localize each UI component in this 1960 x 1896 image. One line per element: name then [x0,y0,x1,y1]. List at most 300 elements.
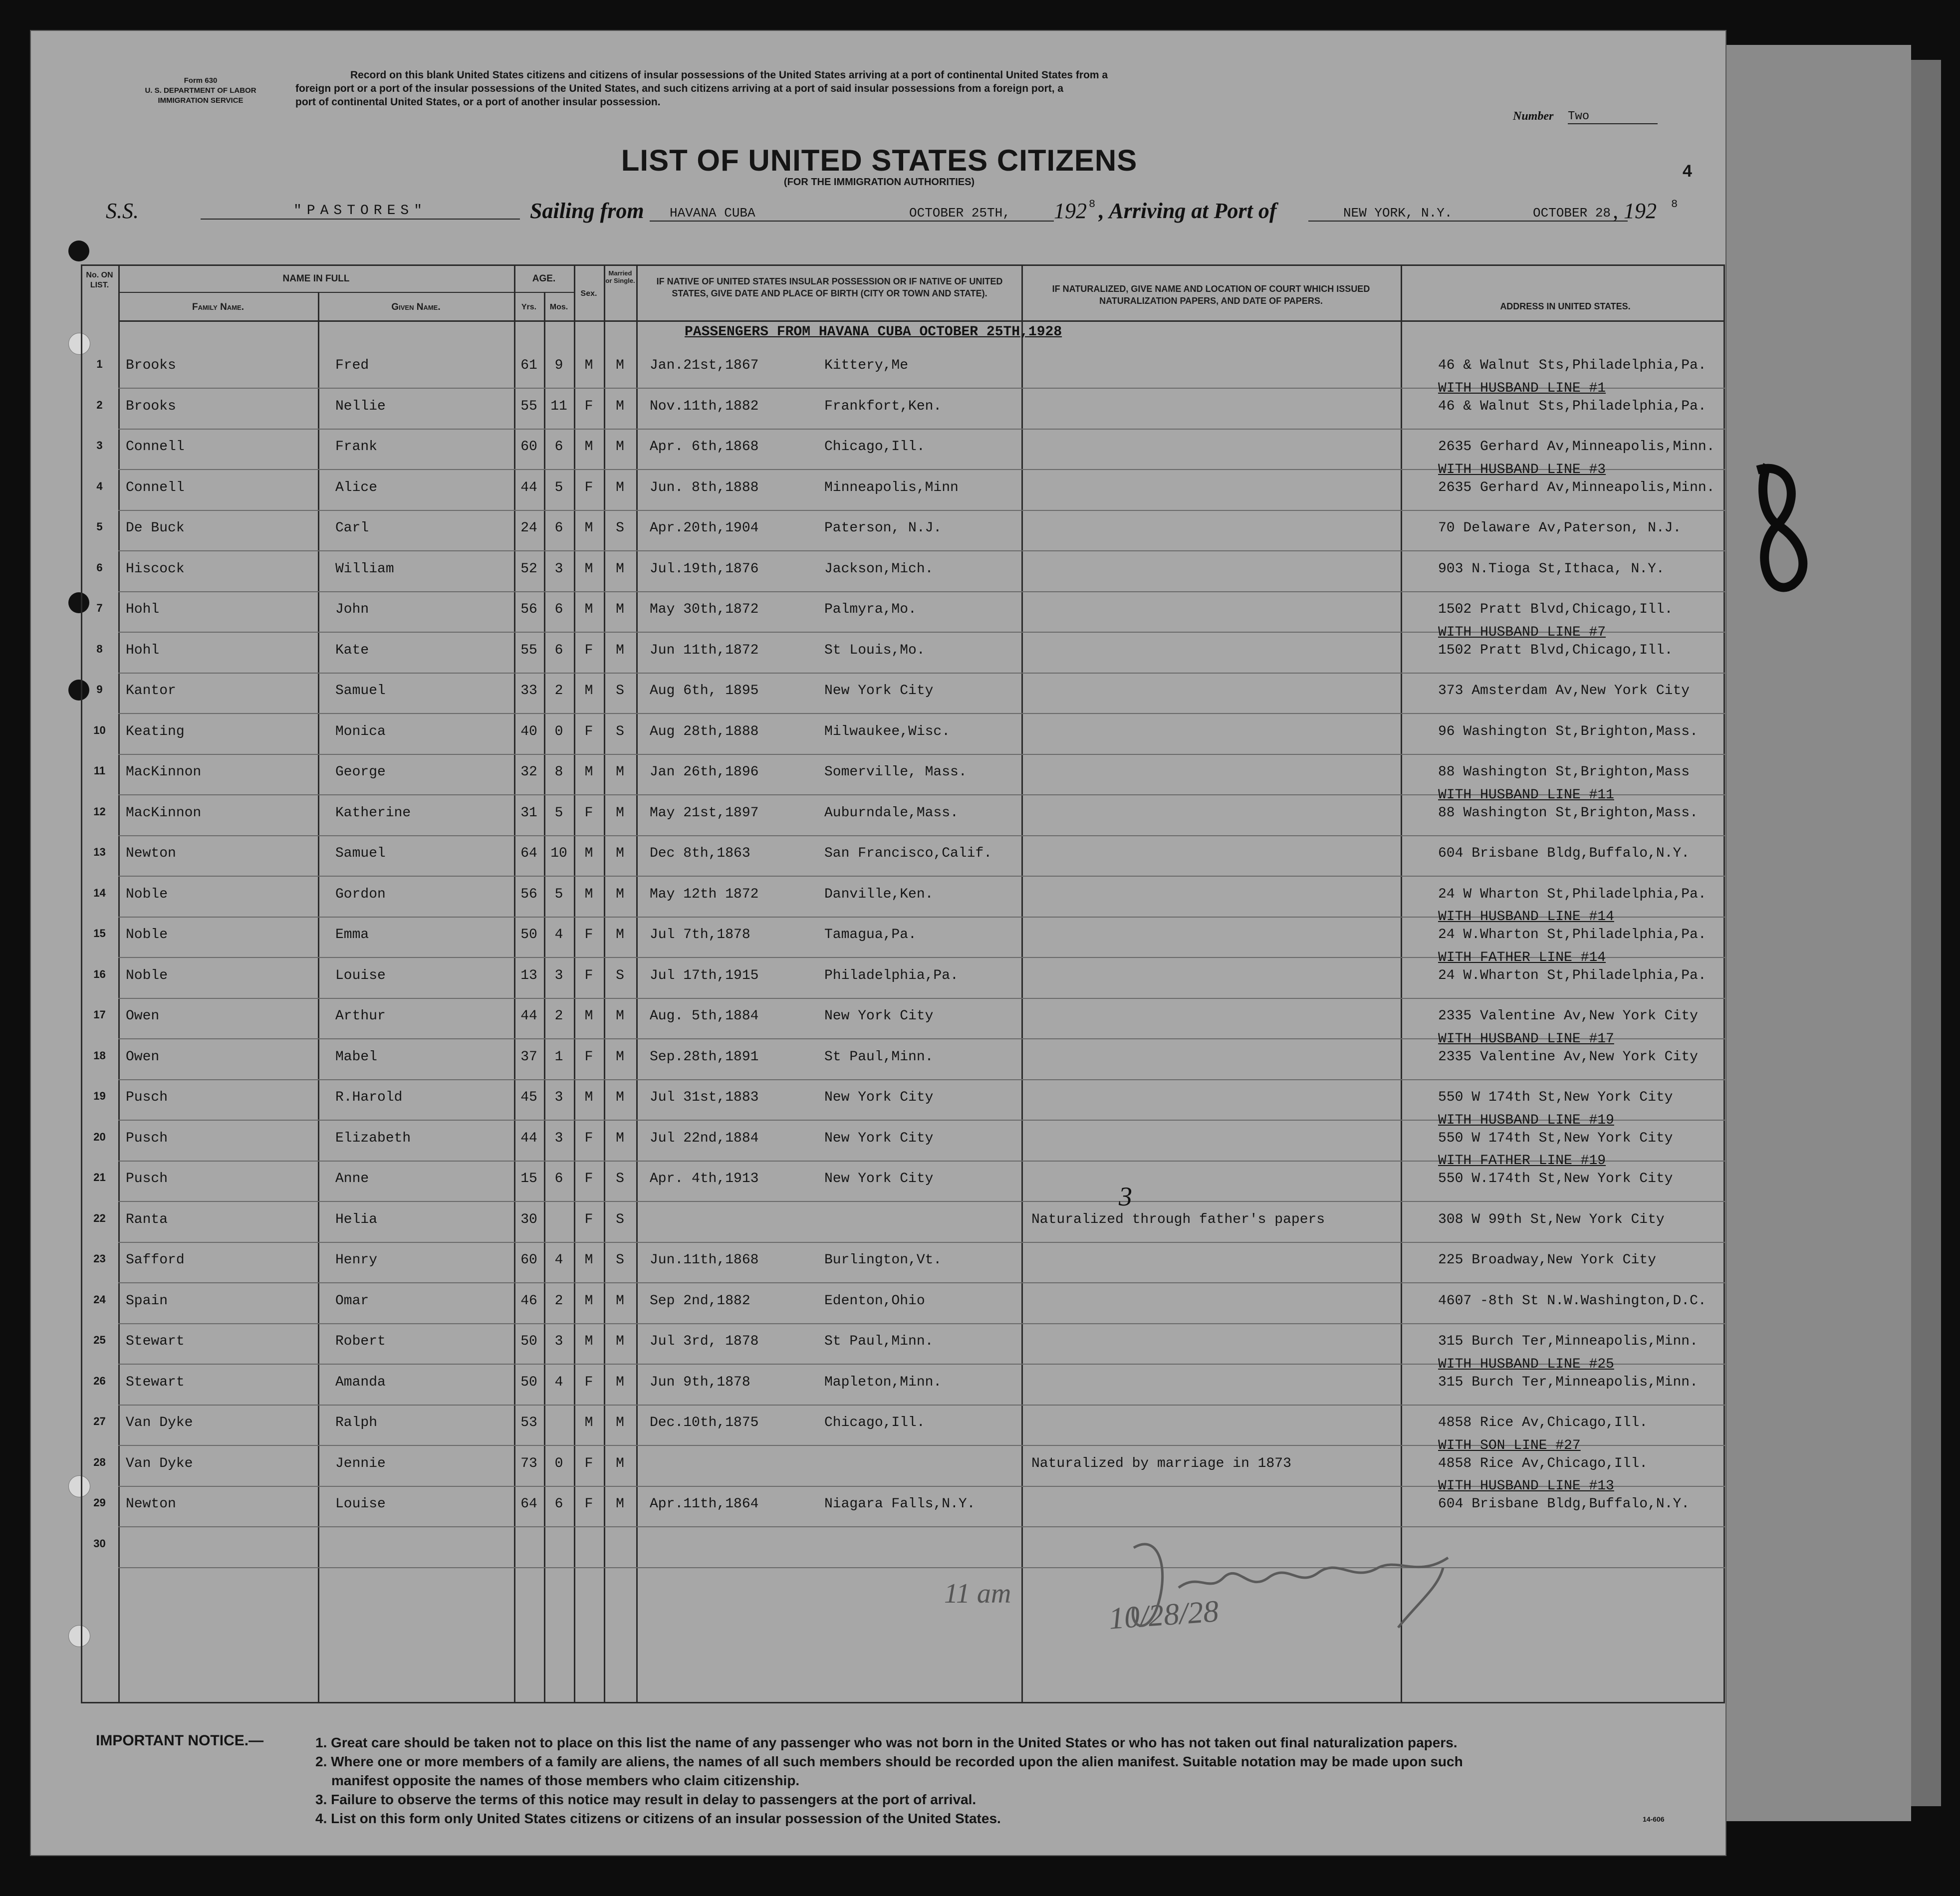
year-prefix-2: , 192 [1613,199,1657,223]
age-years: 73 [520,1455,537,1471]
row-number: 20 [93,1130,106,1143]
birth-date: Sep.28th,1891 [650,1049,759,1065]
col-header-yrs: Yrs. [521,303,537,311]
age-years: 13 [520,967,537,983]
address: 2635 Gerhard Av,Minneapolis,Minn. [1438,479,1715,495]
sex: M [584,602,593,617]
relationship-note: WITH HUSBAND LINE #1 [1438,380,1606,396]
birth-place: Danville,Ken. [824,886,934,902]
marital-status: M [616,1293,624,1309]
given-name: Kate [335,642,369,658]
birth-date: Jul.19th,1876 [650,561,759,577]
family-name: Hohl [126,602,160,617]
given-name: Arthur [335,1008,386,1024]
age-months: 3 [554,967,563,983]
given-name: Robert [335,1334,386,1349]
marital-status: M [616,846,624,861]
row-number: 26 [93,1374,106,1387]
sailing-from-label: Sailing from [530,199,644,223]
row-number: 3 [96,439,103,452]
row-rule [118,550,1725,551]
page-title: LIST OF UNITED STATES CITIZENS [621,144,1138,177]
given-name: Helia [335,1211,378,1227]
age-months: 8 [554,764,563,780]
birth-place: Paterson, N.J. [824,520,942,536]
address: 88 Washington St,Brighton,Mass [1438,764,1690,780]
table-row [31,1478,1727,1537]
birth-date: Jun 11th,1872 [650,642,759,658]
notice-heading: IMPORTANT NOTICE.— [96,1732,264,1749]
header-bottom-rule [118,320,1725,322]
sex: F [584,1496,593,1512]
instructions-block [295,68,1493,109]
row-number: 12 [93,805,106,818]
age-years: 55 [520,398,537,414]
relationship-note: WITH HUSBAND LINE #14 [1438,909,1614,925]
family-name: Noble [126,886,168,902]
address: 550 W 174th St,New York City [1438,1130,1673,1146]
family-name: Hohl [126,642,160,658]
age-months: 6 [554,642,563,658]
row-number: 18 [93,1049,106,1062]
handwritten-mark: 3 [1119,1182,1132,1211]
relationship-note: WITH HUSBAND LINE #3 [1438,462,1606,477]
birth-date: May 12th 1872 [650,886,759,902]
sex: F [584,1211,593,1227]
age-years: 53 [520,1415,537,1430]
name-header-rule [118,292,542,293]
birth-place: New York City [824,1171,934,1186]
table-row [31,1031,1727,1090]
age-years: 50 [520,927,537,943]
given-name: Monica [335,723,386,739]
row-number: 24 [93,1293,106,1306]
address: 308 W 99th St,New York City [1438,1211,1665,1227]
family-name: Stewart [126,1374,185,1390]
marital-status: M [616,1130,624,1146]
given-name: Elizabeth [335,1130,411,1146]
birth-place: Milwaukee,Wisc. [824,723,951,739]
table-row [31,683,1727,724]
birth-place: Kittery,Me [824,358,909,373]
form-number: Form 630 [184,76,218,85]
relationship-note: WITH HUSBAND LINE #17 [1438,1031,1614,1047]
sex: M [584,358,593,373]
notice-list [315,1733,1713,1828]
relationship-note: WITH SON LINE #27 [1438,1437,1581,1453]
col-header-family-name: Family Name. [192,302,245,312]
row-rule [118,429,1725,430]
age-months: 6 [554,439,563,455]
age-months: 2 [554,683,563,699]
row-rule [118,1323,1725,1324]
birth-date: Dec 8th,1863 [650,846,750,861]
birth-date: Jan 26th,1896 [650,764,759,780]
age-months: 3 [554,561,563,577]
age-months: 3 [554,1130,563,1146]
row-number: 13 [93,846,106,858]
address: 2335 Valentine Av,New York City [1438,1008,1698,1024]
birth-place: St Louis,Mo. [824,642,925,658]
relationship-note: WITH HUSBAND LINE #13 [1438,1478,1614,1494]
birth-place: Burlington,Vt. [824,1252,942,1268]
family-name: Pusch [126,1090,168,1105]
family-name: Noble [126,967,168,983]
col-header-address: ADDRESS IN UNITED STATES. [1500,301,1631,311]
row-number: 25 [93,1334,106,1346]
birth-date: Apr.11th,1864 [650,1496,759,1512]
birth-place: New York City [824,683,934,699]
marital-status: S [616,1211,624,1227]
address: 550 W 174th St,New York City [1438,1090,1673,1105]
family-name: Pusch [126,1130,168,1146]
family-name: Owen [126,1008,160,1024]
naturalization-info: Naturalized through father's papers [1031,1211,1325,1227]
family-name: Ranta [126,1211,168,1227]
marital-status: M [616,1090,624,1105]
age-years: 61 [520,358,537,373]
given-name: Jennie [335,1455,386,1471]
family-name: De Buck [126,520,185,536]
birth-place: New York City [824,1090,934,1105]
row-number: 7 [96,602,103,614]
row-number: 17 [93,1008,106,1021]
birth-place: Mapleton,Minn. [824,1374,942,1390]
age-months: 4 [554,1252,563,1268]
birth-place: New York City [824,1008,934,1024]
marital-status: M [616,1008,624,1024]
age-years: 44 [520,479,537,495]
age-months: 5 [554,805,563,821]
age-years: 44 [520,1130,537,1146]
address: 24 W Wharton St,Philadelphia,Pa. [1438,886,1707,902]
birth-date: Aug 6th, 1895 [650,683,759,699]
col-header-mos: Mos. [549,303,568,311]
birth-place: St Paul,Minn. [824,1334,934,1349]
birth-date: Nov.11th,1882 [650,398,759,414]
marital-status: M [616,764,624,780]
table-row [31,380,1727,440]
address: 373 Amsterdam Av,New York City [1438,683,1690,699]
age-months: 4 [554,927,563,943]
birth-date: Jul 7th,1878 [650,927,750,943]
table-row [31,949,1727,1009]
notice-item: 2. Where one or more members of a family are aliens, the names of all such members should be recorded upon the alien manifest. Suitable notation may be made upon such [315,1754,1463,1769]
given-name: Katherine [335,805,411,821]
given-name: Samuel [335,683,386,699]
age-years: 60 [520,439,537,455]
address: 315 Burch Ter,Minneapolis,Minn. [1438,1374,1698,1390]
row-number: 29 [93,1496,106,1509]
row-rule [118,1526,1725,1527]
address: 46 & Walnut Sts,Philadelphia,Pa. [1438,358,1707,373]
birth-place: Minneapolis,Minn [824,479,959,495]
birth-date: Dec.10th,1875 [650,1415,759,1430]
given-name: Emma [335,927,369,943]
page-subtitle: (FOR THE IMMIGRATION AUTHORITIES) [783,177,975,188]
birth-date: May 21st,1897 [650,805,759,821]
sex: F [584,1455,593,1471]
family-name: Pusch [126,1171,168,1186]
row-number: 23 [93,1252,106,1265]
address: 550 W.174th St,New York City [1438,1171,1673,1186]
sex: F [584,1049,593,1065]
given-name: Amanda [335,1374,386,1390]
row-number: 6 [96,561,103,574]
handwritten-time-note: 11 am [944,1578,1011,1609]
row-number: 8 [96,642,103,655]
given-name: Carl [335,520,369,536]
sex: M [584,886,593,902]
row-rule [118,673,1725,674]
family-name: MacKinnon [126,805,202,821]
age-months: 9 [554,358,563,373]
family-name: MacKinnon [126,764,202,780]
age-months: 6 [554,602,563,617]
marital-status: M [616,805,624,821]
age-months: 0 [554,1455,563,1471]
marital-status: M [616,439,624,455]
birth-date: Jul 17th,1915 [650,967,759,983]
row-number: 28 [93,1455,106,1468]
sex: M [584,764,593,780]
birth-place: Auburndale,Mass. [824,805,959,821]
birth-place: Palmyra,Mo. [824,602,917,617]
age-months: 2 [554,1008,563,1024]
instruction-line: port of continental United States, or a port of another insular possession. [295,96,661,108]
given-name: Henry [335,1252,378,1268]
age-years: 60 [520,1252,537,1268]
row-rule [118,1079,1725,1080]
given-name: William [335,561,394,577]
given-name: Gordon [335,886,386,902]
age-months: 6 [554,520,563,536]
age-years: 45 [520,1090,537,1105]
age-months: 4 [554,1374,563,1390]
sex: M [584,1415,593,1430]
family-name: Owen [126,1049,160,1065]
birth-place: Frankfort,Ken. [824,398,942,414]
birth-date: Apr. 6th,1868 [650,439,759,455]
family-name: Connell [126,439,185,455]
address: 225 Broadway,New York City [1438,1252,1656,1268]
col-header-birth: IF NATIVE OF UNITED STATES INSULAR POSSESSION OR IF NATIVE OF UNITED STATES, GIVE DATE AND PLACE OF BIRTH (CITY OR TOWN AND STATE). [656,276,1003,298]
service-name: IMMIGRATION SERVICE [158,96,244,105]
age-years: 64 [520,846,537,861]
handwritten-scribble [1747,455,1817,605]
col-header-married-single: Married or Single. [605,269,635,284]
table-row [31,846,1727,887]
birth-place: Jackson,Mich. [824,561,934,577]
marital-status: M [616,1496,624,1512]
family-name: Safford [126,1252,185,1268]
age-years: 64 [520,1496,537,1512]
punch-hole [68,240,89,261]
row-number: 19 [93,1090,106,1102]
row-rule [118,754,1725,755]
table-row [31,724,1727,765]
row-number: 16 [93,967,106,980]
sex: F [584,805,593,821]
ss-label: S.S. [106,199,139,223]
departure-port: HAVANA CUBA [650,206,909,222]
age-years: 40 [520,723,537,739]
row-rule [118,876,1725,877]
marital-status: S [616,520,624,536]
marital-status: M [616,1455,624,1471]
age-months: 11 [550,398,567,414]
address: 604 Brisbane Bldg,Buffalo,N.Y. [1438,846,1690,861]
given-name: Samuel [335,846,386,861]
sex: F [584,1374,593,1390]
family-name: Newton [126,846,176,861]
given-name: Ralph [335,1415,378,1430]
family-name: Noble [126,927,168,943]
address: 4858 Rice Av,Chicago,Ill. [1438,1415,1648,1430]
marital-status: M [616,602,624,617]
sex: F [584,967,593,983]
birth-place: New York City [824,1130,934,1146]
sex: M [584,1252,593,1268]
sex: F [584,479,593,495]
age-months: 2 [554,1293,563,1309]
given-name: Omar [335,1293,369,1309]
sex: F [584,1171,593,1186]
marital-status: M [616,927,624,943]
address: 2335 Valentine Av,New York City [1438,1049,1698,1065]
address: 88 Washington St,Brighton,Mass. [1438,805,1698,821]
col-header-age: AGE. [532,273,556,284]
instruction-line: Record on this blank United States citizens and citizens of insular possessions of the United States arriving at a port of continental United States from a [350,69,1108,81]
age-years: 44 [520,1008,537,1024]
marital-status: M [616,1415,624,1430]
table-row [31,624,1727,684]
marital-status: M [616,1334,624,1349]
arrival-port: NEW YORK, N.Y. [1308,206,1558,222]
table-row [31,561,1727,602]
col-header-sex: Sex. [580,289,597,298]
adjacent-page-edge [1716,45,1911,1821]
birth-date: Apr. 4th,1913 [650,1171,759,1186]
birth-place: Chicago,Ill. [824,1415,925,1430]
given-name: George [335,764,386,780]
table-row [31,1252,1727,1293]
age-months: 1 [554,1049,563,1065]
row-number: 27 [93,1415,106,1427]
row-rule [118,591,1725,592]
year-suffix-2: 8 [1671,198,1678,211]
col-header-naturalized: IF NATURALIZED, GIVE NAME AND LOCATION OF COURT WHICH ISSUED NATURALIZATION PAPERS, AND DATE OF PAPERS. [1052,284,1370,306]
table-row [31,1212,1727,1253]
age-months: 5 [554,886,563,902]
age-months: 6 [554,1171,563,1186]
age-months: 3 [554,1334,563,1349]
sex: M [584,520,593,536]
family-name: Connell [126,479,185,495]
sex: M [584,1293,593,1309]
marital-status: M [616,398,624,414]
given-name: Nellie [335,398,386,414]
number-value: Two [1568,110,1658,124]
adjacent-page-edge-outer [1911,60,1941,1806]
family-name: Kantor [126,683,176,699]
sex: F [584,723,593,739]
row-number: 11 [93,764,106,777]
sex: M [584,1334,593,1349]
marital-status: S [616,967,624,983]
birth-date: Jun. 8th,1888 [650,479,759,495]
row-number: 30 [93,1537,106,1550]
sex: M [584,683,593,699]
age-years: 30 [520,1211,537,1227]
row-rule [118,713,1725,714]
birth-date: Aug. 5th,1884 [650,1008,759,1024]
row-rule [118,998,1725,999]
age-years: 55 [520,642,537,658]
sex: M [584,846,593,861]
sex: M [584,439,593,455]
notice-item: 1. Great care should be taken not to place on this list the name of any passenger who was not born in the United States or who has not taken out final naturalization papers. [315,1735,1458,1750]
relationship-note: WITH HUSBAND LINE #7 [1438,624,1606,640]
age-months: 6 [554,1496,563,1512]
age-months: 5 [554,479,563,495]
given-name: Louise [335,1496,386,1512]
family-name: Brooks [126,358,176,373]
relationship-note: WITH HUSBAND LINE #11 [1438,787,1614,803]
arrival-date: OCTOBER 28 [1533,206,1628,222]
birth-place: St Paul,Minn. [824,1049,934,1065]
marital-status: M [616,358,624,373]
birth-date: Jul 3rd, 1878 [650,1334,759,1349]
ship-name: "PASTORES" [201,203,520,220]
sex: F [584,398,593,414]
table-row [31,1537,1727,1578]
age-years: 31 [520,805,537,821]
given-name: Alice [335,479,378,495]
row-rule [118,835,1725,836]
birth-place: Niagara Falls,N.Y. [824,1496,976,1512]
marital-status: M [616,886,624,902]
address: 24 W.Wharton St,Philadelphia,Pa. [1438,967,1707,983]
col-header-no: No. ON LIST. [86,271,113,289]
row-rule [118,1405,1725,1406]
birth-place: Tamagua,Pa. [824,927,917,943]
sex: F [584,642,593,658]
address: 1502 Pratt Blvd,Chicago,Ill. [1438,602,1673,617]
row-number: 1 [96,358,103,370]
birth-place: Somerville, Mass. [824,764,967,780]
relationship-note: WITH FATHER LINE #14 [1438,949,1606,965]
row-number: 15 [93,927,106,940]
row-rule [118,1567,1725,1568]
department-name: U. S. DEPARTMENT OF LABOR [145,86,256,95]
year-prefix-1: 192 [1054,199,1087,223]
given-name: R.Harold [335,1090,403,1105]
given-name: Mabel [335,1049,378,1065]
age-years: 33 [520,683,537,699]
table-row [31,1153,1727,1212]
birth-place: Philadelphia,Pa. [824,967,959,983]
address: 70 Delaware Av,Paterson, N.J. [1438,520,1682,536]
table-row [31,787,1727,846]
marital-status: M [616,642,624,658]
age-years: 56 [520,886,537,902]
age-years: 50 [520,1334,537,1349]
sex: F [584,927,593,943]
given-name: Frank [335,439,378,455]
address: 2635 Gerhard Av,Minneapolis,Minn. [1438,439,1715,455]
row-rule [118,1242,1725,1243]
